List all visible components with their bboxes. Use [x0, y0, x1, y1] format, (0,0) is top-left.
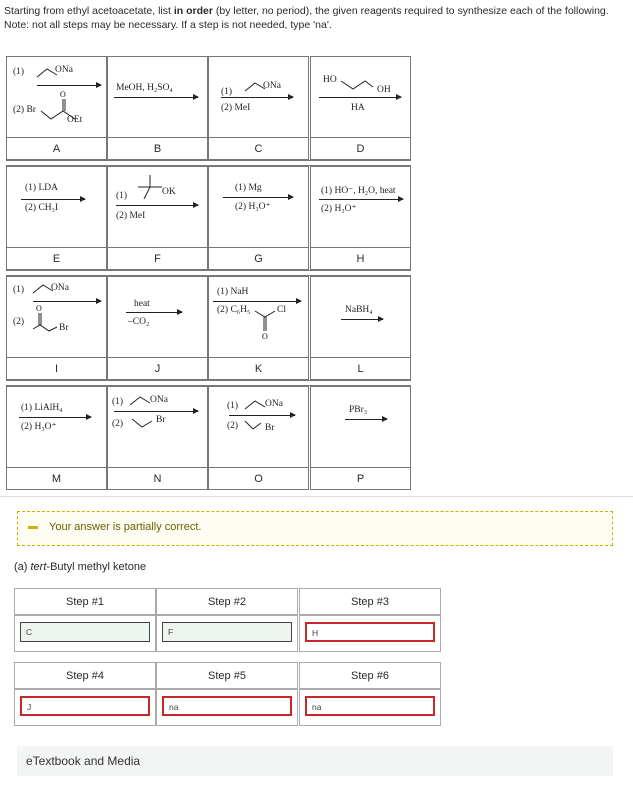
reagent-text: (2) H₃O⁺	[235, 202, 271, 212]
reagent-row	[6, 56, 411, 166]
step-2-cell	[156, 615, 298, 652]
step-3-cell	[299, 615, 441, 652]
reagent-F	[107, 166, 208, 248]
step-2-header: Step #2	[156, 588, 298, 615]
svg-text:O: O	[36, 304, 42, 313]
reagent-letter: M	[6, 468, 107, 490]
reaction-arrow	[114, 411, 198, 412]
reaction-arrow	[345, 419, 387, 420]
reagent-text: PBr₃	[349, 405, 368, 415]
instructions-text: Starting from ethyl acetoacetate, list	[4, 5, 174, 17]
step-3-header: Step #3	[299, 588, 441, 615]
ethylene-glycol-structure	[339, 77, 379, 91]
reagent-O	[208, 386, 309, 468]
step-5-header: Step #5	[156, 662, 298, 689]
reaction-arrow	[221, 97, 293, 98]
step-6-cell	[299, 689, 441, 726]
etextbook-media-link[interactable]: eTextbook and Media	[17, 746, 613, 776]
instructions-note: Note: not all steps may be necessary. If a step is not needed, type 'na'.	[4, 19, 332, 31]
step-number: (1)	[13, 285, 25, 295]
bromine-label: Br	[156, 415, 166, 425]
reagent-D	[310, 56, 411, 138]
reagent-letter: D	[310, 138, 411, 160]
section-divider	[0, 496, 633, 497]
reagent-grid	[6, 56, 411, 485]
svg-text:O: O	[262, 332, 268, 341]
reagent-text: (2) MeI	[221, 103, 251, 113]
reagent-A	[6, 56, 107, 138]
reagent-text: (2) H₃O⁺	[21, 422, 57, 432]
reagent-letter: H	[310, 248, 411, 270]
reagent-letter: J	[107, 358, 208, 380]
partial-icon	[28, 526, 38, 529]
reagent-row	[6, 276, 411, 386]
reaction-arrow	[319, 97, 401, 98]
reagent-row	[6, 386, 411, 496]
step-2-input[interactable]: F	[162, 622, 292, 642]
reagent-text: (1) LDA	[25, 183, 58, 193]
question-italic: tert	[30, 561, 47, 573]
step-1-header: Step #1	[14, 588, 156, 615]
reagent-L	[310, 276, 411, 358]
reaction-arrow	[33, 301, 101, 302]
step-number: (1)	[13, 67, 25, 77]
reaction-arrow	[114, 97, 198, 98]
reagent-letter: N	[107, 468, 208, 490]
reaction-arrow	[341, 319, 383, 320]
reagent-letter: K	[208, 358, 309, 380]
step-4-input[interactable]: J	[20, 696, 150, 716]
reagent-letter: C	[208, 138, 309, 160]
reagent-letter: F	[107, 248, 208, 270]
reagent-text: (2) H₃O⁺	[321, 204, 357, 214]
step-1-input[interactable]: C	[20, 622, 150, 642]
sodium-label: ONa	[150, 395, 168, 405]
bromine-label: Br	[59, 323, 69, 333]
reagent-row	[6, 166, 411, 276]
question-suffix: -Butyl methyl ketone	[46, 561, 147, 573]
sodium-label: ONa	[265, 399, 283, 409]
reagent-text: (1) HO⁻, H₂O, heat	[321, 186, 396, 196]
reaction-arrow	[37, 85, 101, 86]
reagent-letter: I	[6, 358, 107, 380]
reaction-arrow	[223, 197, 293, 198]
step-number: (1)	[221, 87, 233, 97]
reagent-text: (2) CH₃I	[25, 203, 59, 213]
reagent-I	[6, 276, 107, 358]
reagent-text: (1) NaH	[217, 287, 249, 297]
reagent-M	[6, 386, 107, 468]
reagent-P	[310, 386, 411, 468]
alert-message: Your answer is partially correct.	[49, 521, 202, 533]
ester-label: OEt	[67, 115, 83, 125]
reagent-B	[107, 56, 208, 138]
reaction-arrow	[229, 415, 295, 416]
chlorine-label: Cl	[277, 305, 286, 315]
reagent-letter: B	[107, 138, 208, 160]
question-title	[14, 561, 146, 573]
step-4-header: Step #4	[14, 662, 156, 689]
step-number: (2)	[112, 419, 124, 429]
reagent-text: NaBH₄	[345, 305, 373, 315]
reagent-text: (1) Mg	[235, 183, 262, 193]
reagent-letter: P	[310, 468, 411, 490]
reagent-text: –CO₂	[128, 317, 150, 327]
reaction-arrow	[213, 301, 301, 302]
bromoethane-structure	[243, 417, 267, 431]
reaction-arrow	[116, 205, 198, 206]
svg-text:O: O	[60, 90, 66, 99]
question-prefix: (a)	[14, 561, 31, 573]
reagent-C	[208, 56, 309, 138]
reagent-letter: G	[208, 248, 309, 270]
reagent-J	[107, 276, 208, 358]
step-4-cell	[14, 689, 156, 726]
step-5-cell	[156, 689, 298, 726]
step-number: (2)	[227, 421, 239, 431]
step-number: (1)	[116, 191, 128, 201]
step-number: (1)	[227, 401, 239, 411]
bromine-label: Br	[265, 423, 275, 433]
reagent-letter: O	[208, 468, 309, 490]
reagent-text: MeOH, H₂SO₄	[116, 83, 173, 93]
step-6-header: Step #6	[299, 662, 441, 689]
sodium-label: ONa	[263, 81, 281, 91]
reaction-arrow	[319, 199, 403, 200]
hydroxyl-label: OH	[377, 85, 391, 95]
reaction-arrow	[126, 312, 182, 313]
potassium-label: OK	[162, 187, 176, 197]
reagent-N	[107, 386, 208, 468]
reagent-K	[208, 276, 309, 358]
reagent-text: heat	[134, 299, 150, 309]
step-3-input[interactable]: H	[305, 622, 435, 642]
reagent-letter: A	[6, 138, 107, 160]
instructions	[4, 4, 629, 32]
sodium-label: ONa	[51, 283, 69, 293]
step-6-input[interactable]: na	[305, 696, 435, 716]
reagent-text: (2) MeI	[116, 211, 146, 221]
sodium-label: ONa	[55, 65, 73, 75]
reagent-letter: L	[310, 358, 411, 380]
reagent-letter: E	[6, 248, 107, 270]
step-1-cell	[14, 615, 156, 652]
step-number: (2) Br	[13, 105, 36, 115]
reagent-E	[6, 166, 107, 248]
reaction-arrow	[19, 417, 91, 418]
reagent-H	[310, 166, 411, 248]
reaction-arrow	[21, 199, 85, 200]
step-5-input[interactable]: na	[162, 696, 292, 716]
partial-correct-alert	[17, 511, 613, 546]
instructions-text-end: (by letter, no period), the given reagents required to synthesize each of the following.	[212, 5, 609, 17]
reagent-G	[208, 166, 309, 248]
step-number: (1)	[112, 397, 124, 407]
reagent-text: (2) C₆H₅	[217, 305, 251, 315]
hydroxyl-label: HO	[323, 75, 337, 85]
reagent-text: (1) LiAlH₄	[21, 403, 63, 413]
instructions-emphasis: in order	[173, 5, 213, 17]
reagent-text: HA	[351, 103, 365, 113]
step-number: (2)	[13, 317, 25, 327]
